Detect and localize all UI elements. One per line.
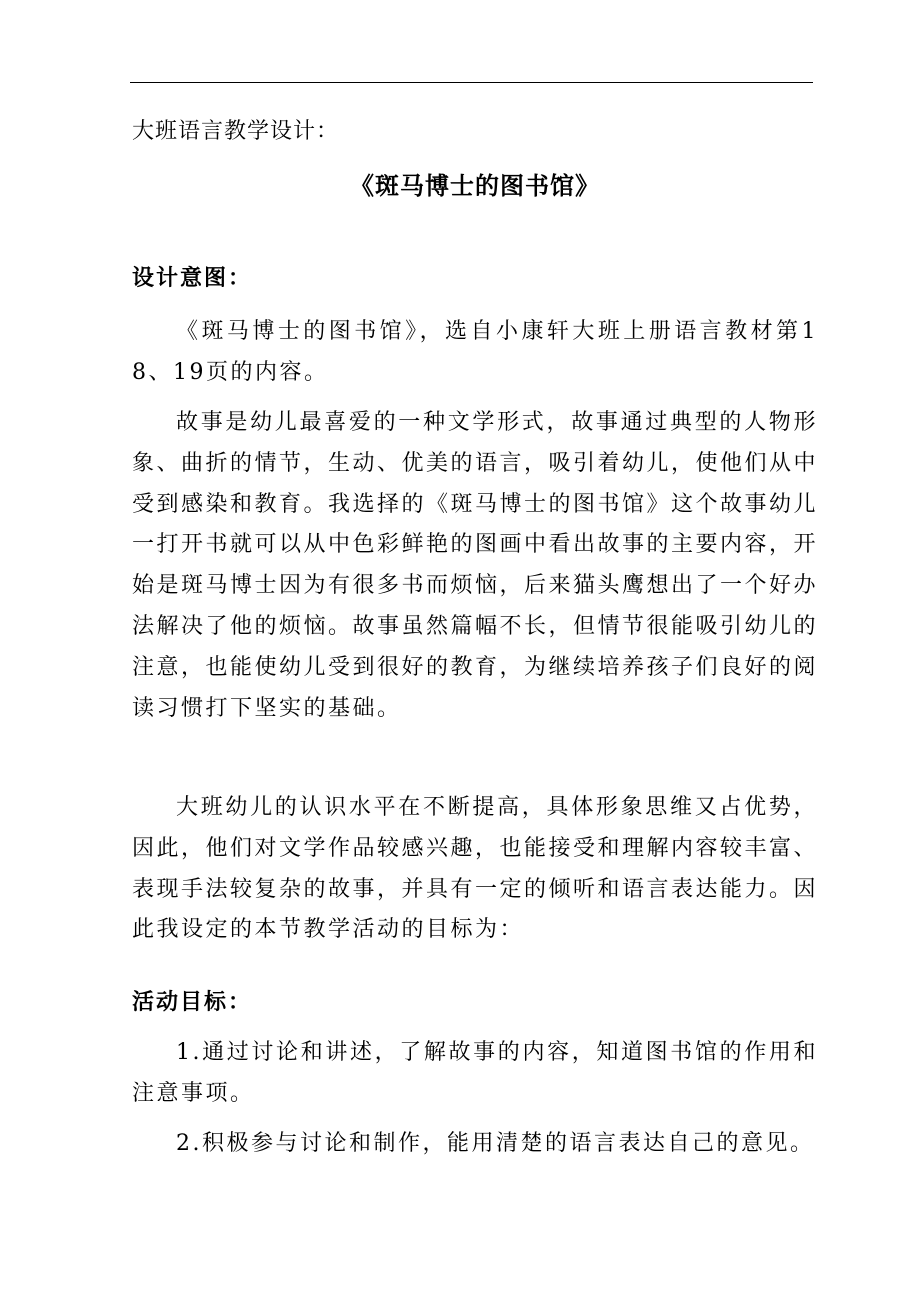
- doc-title: 《斑马博士的图书馆》: [350, 171, 600, 200]
- doc-subtitle: 大班语言教学设计：: [132, 119, 340, 144]
- paragraph: 故事是幼儿最喜爱的一种文学形式，故事通过典型的人物形象、曲折的情节，生动、优美的语言，吸引着幼儿，使他们从中受到感染和教育。我选择的《斑马博士的图书馆》这个故事幼儿一打开书就可以从中色彩鲜艳的图画中看出故事的主要内容，开始是斑马博士因为有很多书而烦恼，后来猫头鹰想出了一个好办法解决了他的烦恼。故事虽然篇幅不长，但情节很能吸引幼儿的注意，也能使幼儿受到很好的教育，为继续培养孩子们良好的阅读习惯打下坚实的基础。: [132, 410, 819, 721]
- header-rule: [130, 82, 813, 83]
- paragraph: 大班幼儿的认识水平在不断提高，具体形象思维又占优势，因此，他们对文学作品较感兴趣，也能接受和理解内容较丰富、表现手法较复杂的故事，并具有一定的倾听和语言表达能力。因此我设定的本节教学活动的目标为：: [132, 795, 819, 943]
- paragraph: 《斑马博士的图书馆》，选自小康轩大班上册语言教材第18、19页的内容。: [132, 319, 818, 385]
- paragraph: 1.通过讨论和讲述，了解故事的内容，知道图书馆的作用和注意事项。: [132, 1040, 818, 1106]
- paragraph: 2.积极参与讨论和制作，能用清楚的语言表达自己的意见。: [176, 1131, 815, 1156]
- section-heading-activity-goals: 活动目标：: [132, 989, 253, 1015]
- section-heading-design-intent: 设计意图：: [132, 265, 253, 291]
